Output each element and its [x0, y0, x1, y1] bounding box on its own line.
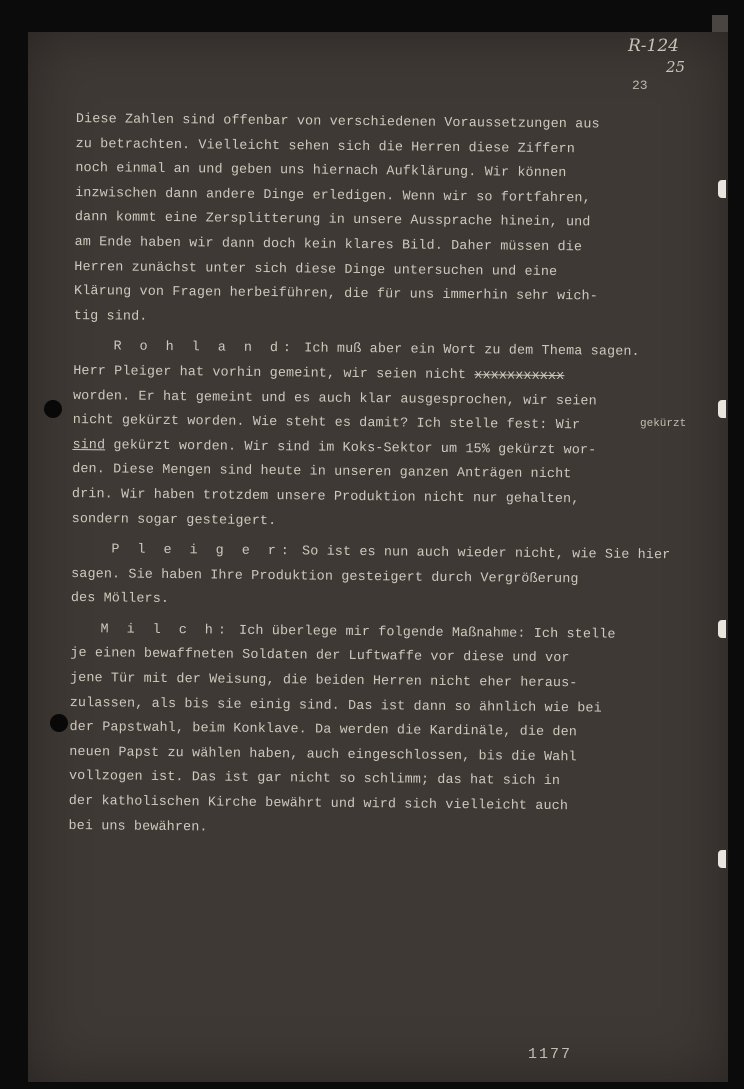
text-line: worden. Er hat gemeint und es auch klar ausgesprochen, wir seien — [72, 388, 597, 410]
text-line: drin. Wir haben trotzdem unsere Produktion nicht nur gehalten, — [71, 486, 580, 508]
page-tab — [718, 620, 726, 638]
text-line: Diese Zahlen sind offenbar von verschiedenen Voraussetzungen aus — [75, 111, 600, 133]
text-line: des Möllers. — [70, 591, 170, 608]
underlined-word: sind — [72, 437, 106, 454]
speaker-name: P l e i g e r: — [111, 542, 294, 560]
punch-hole — [44, 400, 62, 418]
line-text: Ich muß aber ein Wort zu dem Thema sagen. — [295, 341, 640, 361]
struck-text: xxxxxxxxxxx — [474, 368, 565, 385]
correction-above: gekürzt — [640, 418, 687, 430]
handwritten-reference: R-124 — [628, 36, 679, 56]
typed-page-number: 23 — [632, 78, 648, 93]
paragraph-1 — [74, 108, 676, 336]
text-line: der Papstwahl, beim Konklave. Da werden die Kardinäle, die den — [69, 720, 578, 741]
text-line: dann kommt eine Zersplitterung in unsere Aussprache hinein, und — [74, 210, 591, 231]
line-text: Ich überlege mir folgende Maßnahme: Ich stelle — [230, 623, 616, 643]
text-line: neuen Papst zu wählen haben, auch eingeschlossen, bis die Wahl — [69, 744, 577, 766]
text-line: nicht gekürzt worden. Wie steht es damit? Ich stelle fest: Wir — [72, 413, 581, 434]
paragraph-milch — [68, 618, 670, 846]
text-line: sondern sogar gesteigert. — [71, 511, 277, 529]
line-text: gekürzt worden. Wir sind im Koks-Sektor um 15% gekürzt wor- — [105, 438, 597, 459]
text-line: der katholischen Kirche bewährt und wird sich vielleicht auch — [68, 793, 569, 815]
text-line: zu betrachten. Vielleicht sehen sich die Herren diese Ziffern — [75, 136, 576, 157]
text-line: Herren zunächst unter sich diese Dinge untersuchen und eine — [74, 259, 558, 280]
line-text: So ist es nun auch wieder nicht, wie Sie hier — [293, 544, 671, 564]
punch-hole — [50, 714, 68, 732]
handwritten-page-number: 25 — [666, 58, 686, 76]
text-line: Klärung von Fragen herbeiführen, die für uns immerhin sehr wich- — [73, 284, 599, 305]
speaker-name: R o h l a n d: — [113, 339, 297, 357]
page-tab — [718, 850, 726, 868]
page-tab — [718, 400, 726, 418]
text-line: je einen bewaffneten Soldaten der Luftwaffe vor diese und vor — [70, 646, 570, 667]
text-line: bei uns bewähren. — [68, 818, 208, 836]
line-text: Herr Pleiger hat vorhin gemeint, wir seien nicht — [73, 363, 475, 384]
text-line: tig sind. — [73, 308, 148, 325]
paragraph-rohland — [72, 335, 674, 538]
text-line: zulassen, als bis sie einig sind. Das ist dann so ähnlich wie bei — [69, 695, 602, 717]
document-body — [68, 108, 676, 845]
footer-number: 1177 — [528, 1046, 573, 1063]
text-line: am Ende haben wir dann doch kein klares Bild. Daher müssen die — [74, 234, 583, 256]
page-tab — [718, 180, 726, 198]
speaker-name: M i l c h: — [100, 622, 231, 639]
text-line: inzwischen dann andere Dinge erledigen. Wenn wir so fortfahren, — [75, 185, 591, 207]
text-line: noch einmal an und geben uns hiernach Aufklärung. Wir können — [75, 161, 567, 182]
text-line: jene Tür mit der Weisung, die beiden Herren nicht eher heraus- — [69, 671, 578, 692]
text-line: vollzogen ist. Das ist gar nicht so schlimm; das hat sich in — [68, 769, 561, 790]
text-line: sagen. Sie haben Ihre Produktion gesteigert durch Vergrößerung — [71, 566, 579, 587]
paragraph-pleiger — [71, 538, 672, 618]
text-line: den. Diese Mengen sind heute in unseren ganzen Anträgen nicht — [72, 462, 572, 483]
